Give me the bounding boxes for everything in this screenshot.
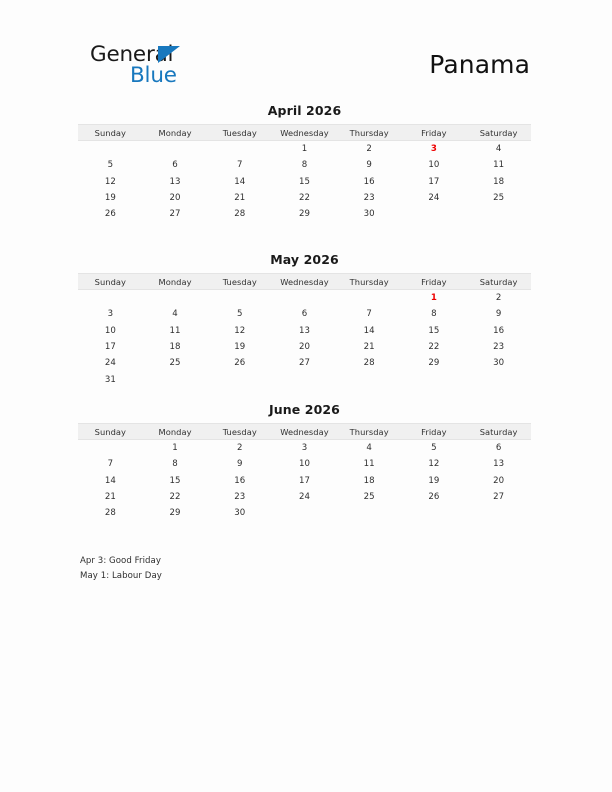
calendar-day: 13 bbox=[169, 176, 181, 187]
weekday-header-saturday: Saturday bbox=[466, 424, 531, 440]
calendar-week-row bbox=[78, 141, 531, 158]
calendar-day: 26 bbox=[234, 358, 246, 369]
calendar-day: 4 bbox=[366, 443, 372, 454]
calendar-day: 4 bbox=[495, 144, 502, 155]
calendar-day: 13 bbox=[493, 459, 505, 470]
calendar-day: 2 bbox=[236, 443, 243, 454]
calendar-day: 30 bbox=[234, 508, 246, 519]
calendar-week-row bbox=[78, 371, 531, 387]
calendar-day-empty bbox=[466, 206, 531, 222]
triangle-icon bbox=[158, 46, 180, 63]
weekday-header-row bbox=[78, 424, 531, 440]
calendar-day: 19 bbox=[428, 475, 440, 486]
calendar-day-empty bbox=[272, 371, 337, 387]
calendar-day-empty bbox=[78, 290, 143, 307]
weekday-header-wednesday: Wednesday bbox=[272, 125, 337, 141]
calendar-day: 8 bbox=[172, 459, 178, 470]
calendar-day: 22 bbox=[169, 492, 181, 503]
weekday-header-monday: Monday bbox=[143, 424, 208, 440]
calendar-day: 10 bbox=[104, 325, 116, 336]
calendar-day: 27 bbox=[493, 492, 505, 503]
calendar-day-empty bbox=[207, 371, 272, 387]
weekday-header-tuesday: Tuesday bbox=[207, 424, 272, 440]
calendar-day: 11 bbox=[169, 325, 181, 336]
general-blue-logo bbox=[90, 44, 290, 92]
weekday-header-tuesday: Tuesday bbox=[207, 274, 272, 290]
calendar-week-row bbox=[78, 339, 531, 355]
calendar-day: 15 bbox=[298, 176, 310, 187]
calendar-day: 25 bbox=[169, 358, 181, 369]
calendar-day-holiday: 1 bbox=[430, 293, 437, 304]
calendar-day: 25 bbox=[493, 193, 505, 204]
calendar-day-empty bbox=[402, 371, 467, 387]
calendar-day: 28 bbox=[234, 209, 246, 220]
calendar-day: 16 bbox=[363, 176, 375, 187]
calendar-body bbox=[78, 290, 531, 388]
calendar-day-empty bbox=[402, 505, 467, 521]
calendar-day: 23 bbox=[363, 193, 375, 204]
weekday-header-sunday: Sunday bbox=[78, 125, 143, 141]
month-title: April 2026 bbox=[267, 103, 342, 118]
page-header bbox=[0, 0, 612, 100]
calendar-day: 20 bbox=[493, 475, 505, 486]
weekday-header-friday: Friday bbox=[402, 274, 467, 290]
calendar-day: 12 bbox=[104, 176, 116, 187]
calendar-day: 2 bbox=[495, 293, 502, 304]
weekday-header-tuesday: Tuesday bbox=[207, 125, 272, 141]
calendar-week-row bbox=[78, 473, 531, 489]
calendar-day: 6 bbox=[172, 160, 178, 171]
month-title: May 2026 bbox=[270, 252, 339, 267]
calendar-week-row bbox=[78, 456, 531, 472]
calendar-day: 5 bbox=[107, 160, 114, 171]
calendar-day: 1 bbox=[172, 443, 178, 454]
calendar-table-may bbox=[78, 273, 531, 388]
calendar-day: 16 bbox=[493, 325, 505, 336]
weekday-header-wednesday: Wednesday bbox=[272, 274, 337, 290]
calendar-day-empty bbox=[143, 290, 208, 307]
calendar-day: 3 bbox=[301, 443, 308, 454]
calendar-day: 12 bbox=[234, 325, 246, 336]
calendar-day-empty bbox=[207, 290, 272, 307]
calendar-day: 16 bbox=[234, 475, 246, 486]
calendar-day: 24 bbox=[298, 492, 310, 503]
calendar-day: 20 bbox=[298, 342, 310, 353]
calendar-day: 20 bbox=[169, 193, 181, 204]
calendar-week-row bbox=[78, 290, 531, 307]
calendar-day-empty bbox=[143, 141, 208, 158]
calendar-day: 9 bbox=[366, 160, 372, 171]
calendar-week-row bbox=[78, 505, 531, 521]
calendar-day: 12 bbox=[428, 459, 440, 470]
calendar-day: 2 bbox=[366, 144, 372, 155]
weekday-header-row bbox=[78, 125, 531, 141]
calendar-day: 6 bbox=[301, 309, 308, 320]
calendar-day: 19 bbox=[104, 193, 116, 204]
calendar-day: 10 bbox=[428, 160, 440, 171]
calendar-day: 31 bbox=[104, 374, 116, 385]
calendar-day: 7 bbox=[107, 459, 114, 470]
calendar-day: 26 bbox=[428, 492, 440, 503]
calendar-day: 6 bbox=[495, 443, 502, 454]
logo-text-general: General bbox=[90, 42, 174, 67]
calendar-day-empty bbox=[337, 371, 402, 387]
weekday-header-thursday: Thursday bbox=[337, 424, 402, 440]
calendar-day: 1 bbox=[301, 144, 308, 155]
calendar-body bbox=[78, 141, 531, 223]
calendar-day: 4 bbox=[172, 309, 178, 320]
weekday-header-row bbox=[78, 274, 531, 290]
logo-text-blue: Blue bbox=[130, 63, 177, 88]
calendar-day: 11 bbox=[363, 459, 375, 470]
calendar-day: 29 bbox=[428, 358, 440, 369]
calendar-day: 24 bbox=[428, 193, 440, 204]
calendar-table-april bbox=[78, 124, 531, 222]
calendar-day-empty bbox=[272, 290, 337, 307]
calendar-day-holiday: 3 bbox=[430, 144, 437, 155]
calendar-week-row bbox=[78, 355, 531, 371]
calendar-week-row bbox=[78, 190, 531, 206]
calendar-day: 27 bbox=[298, 358, 310, 369]
calendar-day: 27 bbox=[169, 209, 181, 220]
calendar-day-empty bbox=[466, 371, 531, 387]
calendar-day: 22 bbox=[428, 342, 440, 353]
month-block-may bbox=[78, 253, 531, 388]
calendar-day-empty bbox=[337, 505, 402, 521]
calendar-day: 9 bbox=[495, 309, 502, 320]
calendar-day: 26 bbox=[104, 209, 116, 220]
calendar-day: 5 bbox=[431, 443, 437, 454]
weekday-header-thursday: Thursday bbox=[337, 125, 402, 141]
calendar-day-empty bbox=[272, 505, 337, 521]
weekday-header-monday: Monday bbox=[143, 274, 208, 290]
calendar-day-empty bbox=[402, 206, 467, 222]
page-title: Panama bbox=[429, 50, 530, 79]
calendar-day: 17 bbox=[298, 475, 310, 486]
weekday-header-sunday: Sunday bbox=[78, 274, 143, 290]
calendar-day: 24 bbox=[104, 358, 116, 369]
calendar-week-row bbox=[78, 157, 531, 173]
month-title: June 2026 bbox=[269, 402, 340, 417]
calendar-day: 25 bbox=[363, 492, 375, 503]
calendar-day: 18 bbox=[493, 176, 505, 187]
holiday-note: May 1: Labour Day bbox=[80, 570, 162, 581]
calendar-day: 30 bbox=[363, 209, 375, 220]
calendar-day: 14 bbox=[104, 475, 116, 486]
calendar-day: 29 bbox=[298, 209, 310, 220]
calendar-day: 7 bbox=[366, 309, 372, 320]
calendar-day: 10 bbox=[298, 459, 310, 470]
calendar-day: 19 bbox=[234, 342, 246, 353]
calendar-day: 18 bbox=[169, 342, 181, 353]
calendar-week-row bbox=[78, 206, 531, 222]
calendar-day: 23 bbox=[493, 342, 505, 353]
calendar-day: 15 bbox=[428, 325, 440, 336]
calendar-week-row bbox=[78, 306, 531, 322]
calendar-day-empty bbox=[337, 290, 402, 307]
calendar-day: 8 bbox=[301, 160, 308, 171]
calendar-week-row bbox=[78, 174, 531, 190]
calendar-week-row bbox=[78, 323, 531, 339]
calendar-day: 22 bbox=[298, 193, 310, 204]
calendar-day: 28 bbox=[104, 508, 116, 519]
calendar-day: 21 bbox=[104, 492, 116, 503]
weekday-header-friday: Friday bbox=[402, 125, 467, 141]
calendar-day: 3 bbox=[107, 309, 114, 320]
calendar-day: 14 bbox=[363, 325, 375, 336]
calendar-day: 21 bbox=[363, 342, 375, 353]
calendar-day: 7 bbox=[236, 160, 243, 171]
calendar-day: 9 bbox=[236, 459, 243, 470]
calendar-day: 18 bbox=[363, 475, 375, 486]
calendar-day-empty bbox=[466, 505, 531, 521]
calendar-day: 13 bbox=[298, 325, 310, 336]
weekday-header-thursday: Thursday bbox=[337, 274, 402, 290]
weekday-header-sunday: Sunday bbox=[78, 424, 143, 440]
calendar-day-empty bbox=[78, 440, 143, 457]
calendar-day: 5 bbox=[236, 309, 243, 320]
calendar-body bbox=[78, 440, 531, 522]
calendar-day: 11 bbox=[493, 160, 505, 171]
calendar-day-empty bbox=[78, 141, 143, 158]
month-block-june bbox=[78, 403, 531, 521]
weekday-header-monday: Monday bbox=[143, 125, 208, 141]
calendar-week-row bbox=[78, 440, 531, 457]
calendar-day: 15 bbox=[169, 475, 181, 486]
month-block-april bbox=[78, 104, 531, 222]
calendar-table-june bbox=[78, 423, 531, 521]
holiday-note: Apr 3: Good Friday bbox=[80, 556, 161, 566]
holiday-notes-list bbox=[80, 554, 480, 583]
calendar-day: 17 bbox=[104, 342, 116, 353]
calendar-day: 23 bbox=[234, 492, 246, 503]
weekday-header-friday: Friday bbox=[402, 424, 467, 440]
calendar-day: 21 bbox=[234, 193, 246, 204]
calendar-day: 29 bbox=[169, 508, 181, 519]
calendar-day: 28 bbox=[363, 358, 375, 369]
calendar-day: 17 bbox=[428, 176, 440, 187]
calendar-day-empty bbox=[207, 141, 272, 158]
calendar-day: 30 bbox=[493, 358, 505, 369]
calendar-day: 14 bbox=[234, 176, 246, 187]
weekday-header-saturday: Saturday bbox=[466, 125, 531, 141]
calendar-day: 8 bbox=[431, 309, 437, 320]
weekday-header-wednesday: Wednesday bbox=[272, 424, 337, 440]
weekday-header-saturday: Saturday bbox=[466, 274, 531, 290]
calendar-day-empty bbox=[143, 371, 208, 387]
calendar-week-row bbox=[78, 489, 531, 505]
